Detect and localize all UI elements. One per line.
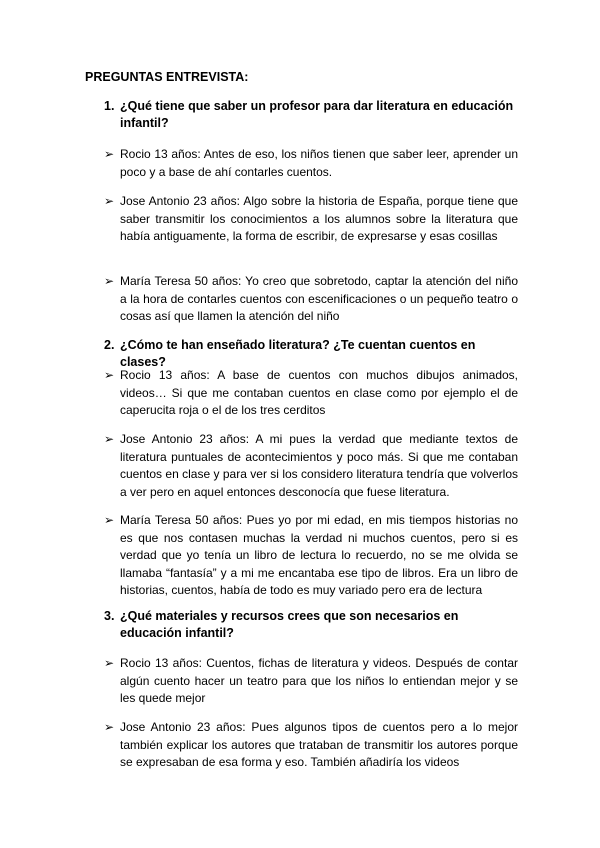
question-number: 1.	[104, 99, 115, 113]
question-1	[104, 98, 522, 132]
answer-text: Rocio 13 años: A base de cuentos con muchos dibujos animados, videos… Si que me contaban cuentos en clase como por ejemplo el de caperucita roja o el de los tres cerditos	[120, 368, 518, 417]
answer-text: María Teresa 50 años: Yo creo que sobretodo, captar la atención del niño a la hora de contarles cuentos con escenificaciones o un pequeño teatro o cosas así que llamen la atención del niño	[120, 274, 518, 323]
arrow-bullet-icon: ➢	[104, 656, 115, 670]
arrow-bullet-icon: ➢	[104, 368, 115, 382]
question-number: 2.	[104, 338, 115, 352]
arrow-bullet-icon: ➢	[104, 720, 115, 734]
question-number: 3.	[104, 609, 115, 623]
answer-text: María Teresa 50 años: Pues yo por mi edad, en mis tiempos historias no es que nos contasen muchas la verdad ni muchos cuentos, pero si es verdad que yo tenía un libro de lectura lo recuerdo, no se me olvida se llamaba “fantasía” y a mi me encantaba ese tipo de libros. Era un libro de historias, cuentos, había de todo es muy variado pero era de lectura	[120, 513, 518, 597]
answer-item	[104, 431, 518, 501]
answer-text: Jose Antonio 23 años: A mi pues la verdad que mediante textos de literatura puntuales de acontecimientos y poco más. Si que me contaban cuentos en clase y para ver si los considero literatura tendría que volverlos a ver pero en aquel entonces desconocía que fuese literatura.	[120, 432, 518, 499]
answer-item	[104, 512, 518, 600]
question-text: ¿Qué tiene que saber un profesor para dar literatura en educación infantil?	[120, 99, 514, 130]
question-text: ¿Qué materiales y recursos crees que son necesarios en educación infantil?	[120, 609, 459, 640]
answer-text: Rocio 13 años: Antes de eso, los niños tienen que saber leer, aprender un poco y a base de ahí contarles cuentos.	[120, 147, 518, 179]
answer-item	[104, 193, 518, 246]
arrow-bullet-icon: ➢	[104, 513, 115, 527]
answer-item	[104, 719, 518, 772]
arrow-bullet-icon: ➢	[104, 432, 115, 446]
question-2	[104, 337, 522, 371]
arrow-bullet-icon: ➢	[104, 194, 115, 208]
answer-text: Jose Antonio 23 años: Algo sobre la historia de España, porque tiene que saber transmitir los conocimientos a los alumnos sobre la literatura que había antiguamente, la forma de escribir, de expresarse y esas cosillas	[120, 194, 518, 243]
question-3	[104, 608, 522, 642]
answer-item	[104, 367, 518, 420]
answer-text: Rocio 13 años: Cuentos, fichas de literatura y videos. Después de contar algún cuento hacer un teatro para que los niños lo entiendan mejor y se les quede mejor	[120, 656, 518, 705]
arrow-bullet-icon: ➢	[104, 147, 115, 161]
answer-item	[104, 273, 518, 326]
answer-item	[104, 146, 518, 181]
answer-item	[104, 655, 518, 708]
question-text: ¿Cómo te han enseñado literatura? ¿Te cuentan cuentos en clases?	[120, 338, 476, 369]
answer-text: Jose Antonio 23 años: Pues algunos tipos de cuentos pero a lo mejor también explicar los autores que trataban de transmitir los autores porque se expresaban de esa forma y eso. También añadiría los videos	[120, 720, 518, 769]
page-title: PREGUNTAS ENTREVISTA:	[85, 70, 249, 84]
arrow-bullet-icon: ➢	[104, 274, 115, 288]
